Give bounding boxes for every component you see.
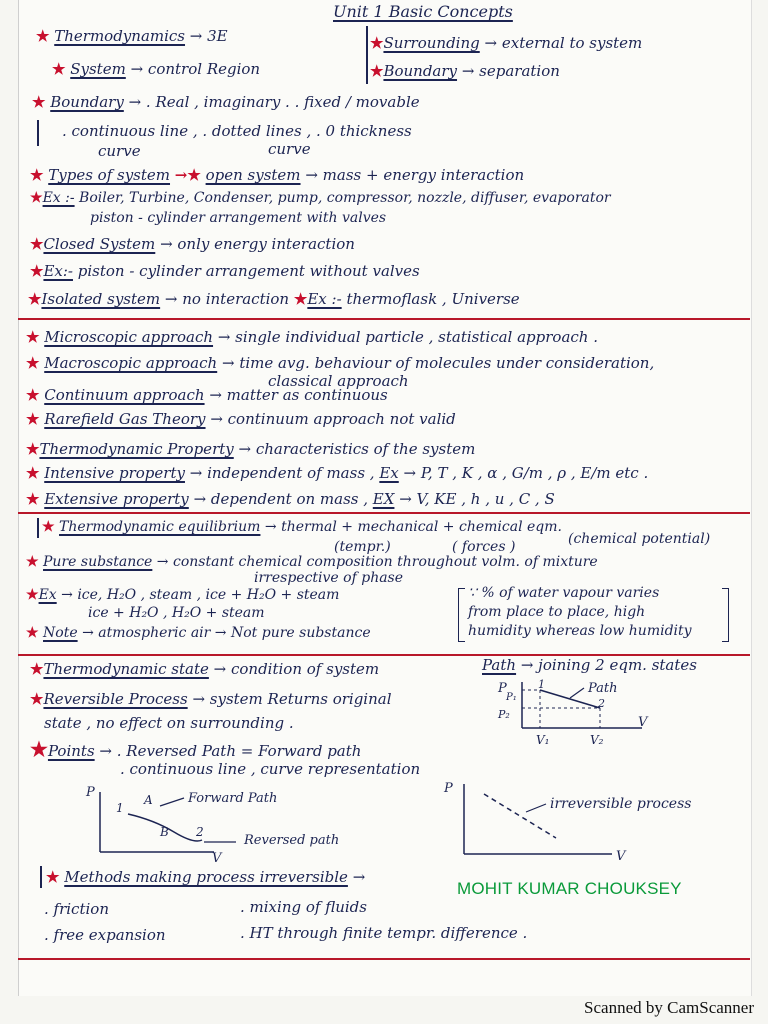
line-thermo-state: ★Thermodynamic state → condition of system [30, 660, 380, 678]
point-1: 1 [116, 801, 124, 815]
margin-bar [37, 120, 39, 146]
line-example-open: ★Ex :- Boiler, Turbine, Condenser, pump, compressor, nozzle, diffuser, evaporator [30, 190, 611, 206]
star-icon: ★ [52, 60, 66, 78]
star-icon: ★ [26, 464, 40, 482]
boundary-curve-a: curve [98, 142, 141, 160]
star-icon: ★ [26, 625, 39, 641]
arrow-icon [570, 688, 584, 698]
bracket-right [722, 588, 729, 642]
section-divider [18, 512, 750, 514]
line-example-closed: ★Ex:- piston - cylinder arrangement without valves [30, 262, 420, 280]
axis-label-p: P [444, 781, 453, 796]
star-icon: ★ [30, 235, 44, 253]
points-line2: . continuous line , curve representation [120, 760, 421, 778]
star-icon: ★ [30, 166, 44, 184]
line-types-of-system: ★ Types of system →★ open system → mass + energy interaction [30, 166, 525, 184]
line-note: ★ Note → atmospheric air → Not pure substance [26, 625, 371, 641]
section-divider [18, 318, 750, 320]
method-friction: . friction [44, 900, 109, 918]
star-icon: ★ [30, 737, 48, 761]
line-boundary: ★ Boundary → . Real , imaginary . . fixed / movable [32, 93, 420, 111]
star-icon: ★ [30, 660, 44, 678]
method-mixing: . mixing of fluids [240, 898, 367, 916]
divider-vertical [366, 26, 368, 84]
star-icon: ★ [26, 386, 40, 404]
margin-bar [37, 518, 39, 538]
line-closed-system: ★Closed System → only energy interaction [30, 235, 355, 253]
bracket-note-line1: ∵ % of water vapour varies [468, 585, 660, 601]
pure-example-line2: ice + H₂O , H₂O + steam [88, 605, 265, 621]
star-icon: ★ [28, 290, 42, 308]
example-open-line2: piston - cylinder arrangement with valves [90, 210, 387, 226]
dashed-process [484, 794, 556, 838]
star-icon: ★ [26, 440, 40, 458]
line-isolated-system: ★Isolated system → no interaction ★Ex :- thermoflask , Universe [28, 290, 520, 308]
scanner-watermark: Scanned by CamScanner [584, 998, 754, 1017]
line-extensive: ★ Extensive property → dependent on mass , EX → V, KE , h , u , C , S [26, 490, 555, 508]
axis-label-v: V [616, 849, 626, 864]
section-divider [18, 958, 750, 960]
line-path: Path → joining 2 eqm. states [482, 656, 697, 674]
reversed-path-label: Reversed path [244, 833, 340, 848]
line-rarefied: ★ Rarefield Gas Theory → continuum approach not valid [26, 410, 456, 428]
point-a: A [144, 793, 153, 807]
boundary-types: . continuous line , . dotted lines , . 0 thickness [62, 122, 412, 140]
pure-substance-line2: irrespective of phase [254, 570, 404, 586]
star-icon: ★ [370, 34, 384, 52]
boundary-curve-b: curve [268, 140, 311, 158]
irreversible-pv-diagram [436, 778, 726, 862]
margin-bar [40, 866, 42, 888]
star-icon: ★ [26, 554, 39, 570]
eq-chemical-note: (chemical potential) [568, 531, 711, 547]
point-b: B [160, 825, 169, 839]
star-icon: ★ [36, 27, 50, 45]
line-continuum: ★ Continuum approach → matter as continuous [26, 386, 388, 404]
star-icon: ★ [26, 587, 39, 603]
point-1: 1 [538, 678, 545, 691]
path-label: Path [588, 681, 618, 696]
label-p1: P₁ [506, 692, 517, 703]
star-icon: ★ [30, 262, 44, 280]
line-pure-example: ★Ex → ice, H₂O , steam , ice + H₂O + steam [26, 587, 340, 603]
star-icon: ★ [293, 290, 308, 308]
line-intensive: ★ Intensive property → independent of mass , Ex → P, T , K , α , G/m , ρ , E/m etc . [26, 464, 649, 482]
label-v2: V₂ [590, 733, 604, 747]
reversible-pv-diagram [84, 784, 374, 864]
line-boundary-right: ★Boundary → separation [370, 62, 560, 80]
axis-label-v: V [212, 851, 222, 866]
page-title: Unit 1 Basic Concepts [333, 2, 513, 21]
irreversible-label: irreversible process [550, 796, 692, 812]
line-thermodynamics: ★ Thermodynamics → 3E [36, 27, 228, 45]
label-v1: V₁ [536, 733, 550, 747]
forward-path-label: Forward Path [188, 791, 278, 806]
bracket-note-line3: humidity whereas low humidity [468, 623, 692, 639]
star-icon: ★ [32, 93, 46, 111]
line-microscopic: ★ Microscopic approach → single individual particle , statistical approach . [26, 328, 598, 346]
line-macroscopic: ★ Macroscopic approach → time avg. behaviour of molecules under consideration, [26, 354, 655, 372]
star-icon: ★ [30, 190, 43, 206]
star-icon: ★ [30, 690, 44, 708]
label-p2: P₂ [498, 708, 510, 721]
line-property: ★Thermodynamic Property → characteristics of the system [26, 440, 476, 458]
point-2: 2 [196, 825, 204, 839]
line-system: ★ System → control Region [52, 60, 261, 78]
author-name: MOHIT KUMAR CHOUKSEY [457, 879, 682, 898]
star-icon: ★ [26, 328, 40, 346]
method-free-expansion: . free expansion [44, 926, 166, 944]
path-pv-diagram [492, 678, 652, 746]
axis-label-p: P [498, 681, 507, 696]
line-surrounding: ★Surrounding → external to system [370, 34, 643, 52]
star-icon: ★ [26, 354, 40, 372]
star-icon: ★ [42, 519, 55, 535]
macroscopic-line2: classical approach [268, 372, 409, 390]
forward-arrow-icon [160, 798, 184, 806]
line-methods-irreversible: ★ Methods making process irreversible → [46, 868, 366, 886]
point-2: 2 [598, 697, 605, 710]
eq-mechanical-note: ( forces ) [452, 539, 516, 555]
bracket-note-line2: from place to place, high [468, 604, 646, 620]
method-heat-transfer: . HT through finite tempr. difference . [240, 924, 528, 942]
line-points: ★Points → . Reversed Path = Forward path [30, 737, 362, 761]
line-equilibrium: ★ Thermodynamic equilibrium → thermal + mechanical + chemical eqm. [42, 519, 562, 535]
axis-label-v: V [638, 715, 648, 730]
line-pure-substance: ★ Pure substance → constant chemical composition throughout volm. of mixture [26, 554, 598, 570]
axis-label-p: P [86, 785, 95, 800]
bracket-left [458, 588, 465, 642]
arrow-icon [526, 804, 546, 812]
star-icon: ★ [26, 410, 40, 428]
star-icon: ★ [26, 490, 40, 508]
star-icon: ★ [46, 868, 60, 886]
eq-thermal-note: (tempr.) [334, 539, 391, 555]
reversible-line2: state , no effect on surrounding . [44, 714, 294, 732]
star-icon: ★ [370, 62, 384, 80]
line-reversible: ★Reversible Process → system Returns original [30, 690, 392, 708]
star-icon: →★ [174, 166, 201, 184]
